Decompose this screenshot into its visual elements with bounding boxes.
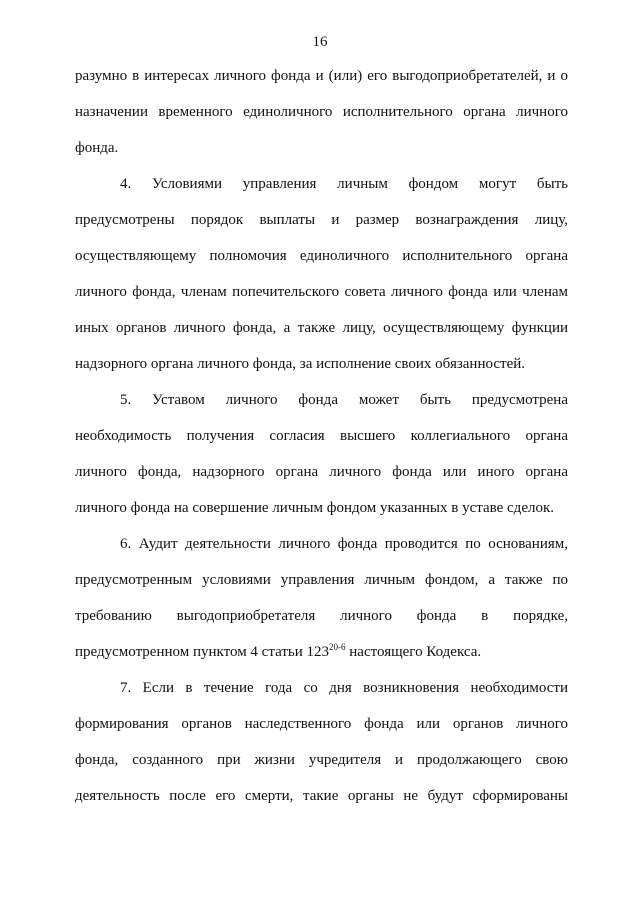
article-reference-tail: настоящего Кодекса.: [345, 644, 482, 660]
paragraph-6-first-line: 6. Аудит деятельности личного фонда проводится по основаниям,: [120, 536, 568, 552]
article-reference-text: предусмотренном пунктом 4 статьи 123: [75, 644, 330, 660]
paragraph-5-first-line: 5. Уставом личного фонда может быть предусмотрена: [120, 392, 568, 408]
text-line: личного фонда на совершение личным фондом указанных в уставе сделок.: [75, 500, 554, 516]
page-number: 16: [312, 34, 328, 50]
paragraph-7-first-line: 7. Если в течение года со дня возникновения необходимости: [120, 680, 568, 696]
text-line: личного фонда, членам попечительского совета личного фонда или членам: [75, 284, 568, 300]
text-line: деятельность после его смерти, такие органы не будут сформированы: [75, 788, 568, 804]
text-line: требованию выгодоприобретателя личного фонда в порядке,: [75, 608, 568, 624]
article-superscript: 20-6: [329, 642, 346, 652]
text-line: фонда, созданного при жизни учредителя и продолжающего свою: [75, 752, 568, 768]
text-line: необходимость получения согласия высшего коллегиального органа: [75, 428, 568, 444]
text-line: предусмотрены порядок выплаты и размер вознаграждения лицу,: [75, 212, 568, 228]
text-line: назначении временного единоличного исполнительного органа личного: [75, 104, 568, 120]
text-line-with-article-reference: [75, 642, 568, 662]
text-line: разумно в интересах личного фонда и (или) его выгодоприобретателей, и о: [75, 68, 568, 84]
text-line: формирования органов наследственного фонда или органов личного: [75, 716, 568, 732]
text-line: надзорного органа личного фонда, за исполнение своих обязанностей.: [75, 356, 525, 372]
text-line: личного фонда, надзорного органа личного фонда или иного органа: [75, 464, 568, 480]
text-line: предусмотренным условиями управления личным фондом, а также по: [75, 572, 568, 588]
paragraph-4-first-line: 4. Условиями управления личным фондом могут быть: [120, 176, 568, 192]
text-line: осуществляющему полномочия единоличного исполнительного органа: [75, 248, 568, 264]
text-line: иных органов личного фонда, а также лицу, осуществляющему функции: [75, 320, 568, 336]
text-line: фонда.: [75, 140, 119, 156]
